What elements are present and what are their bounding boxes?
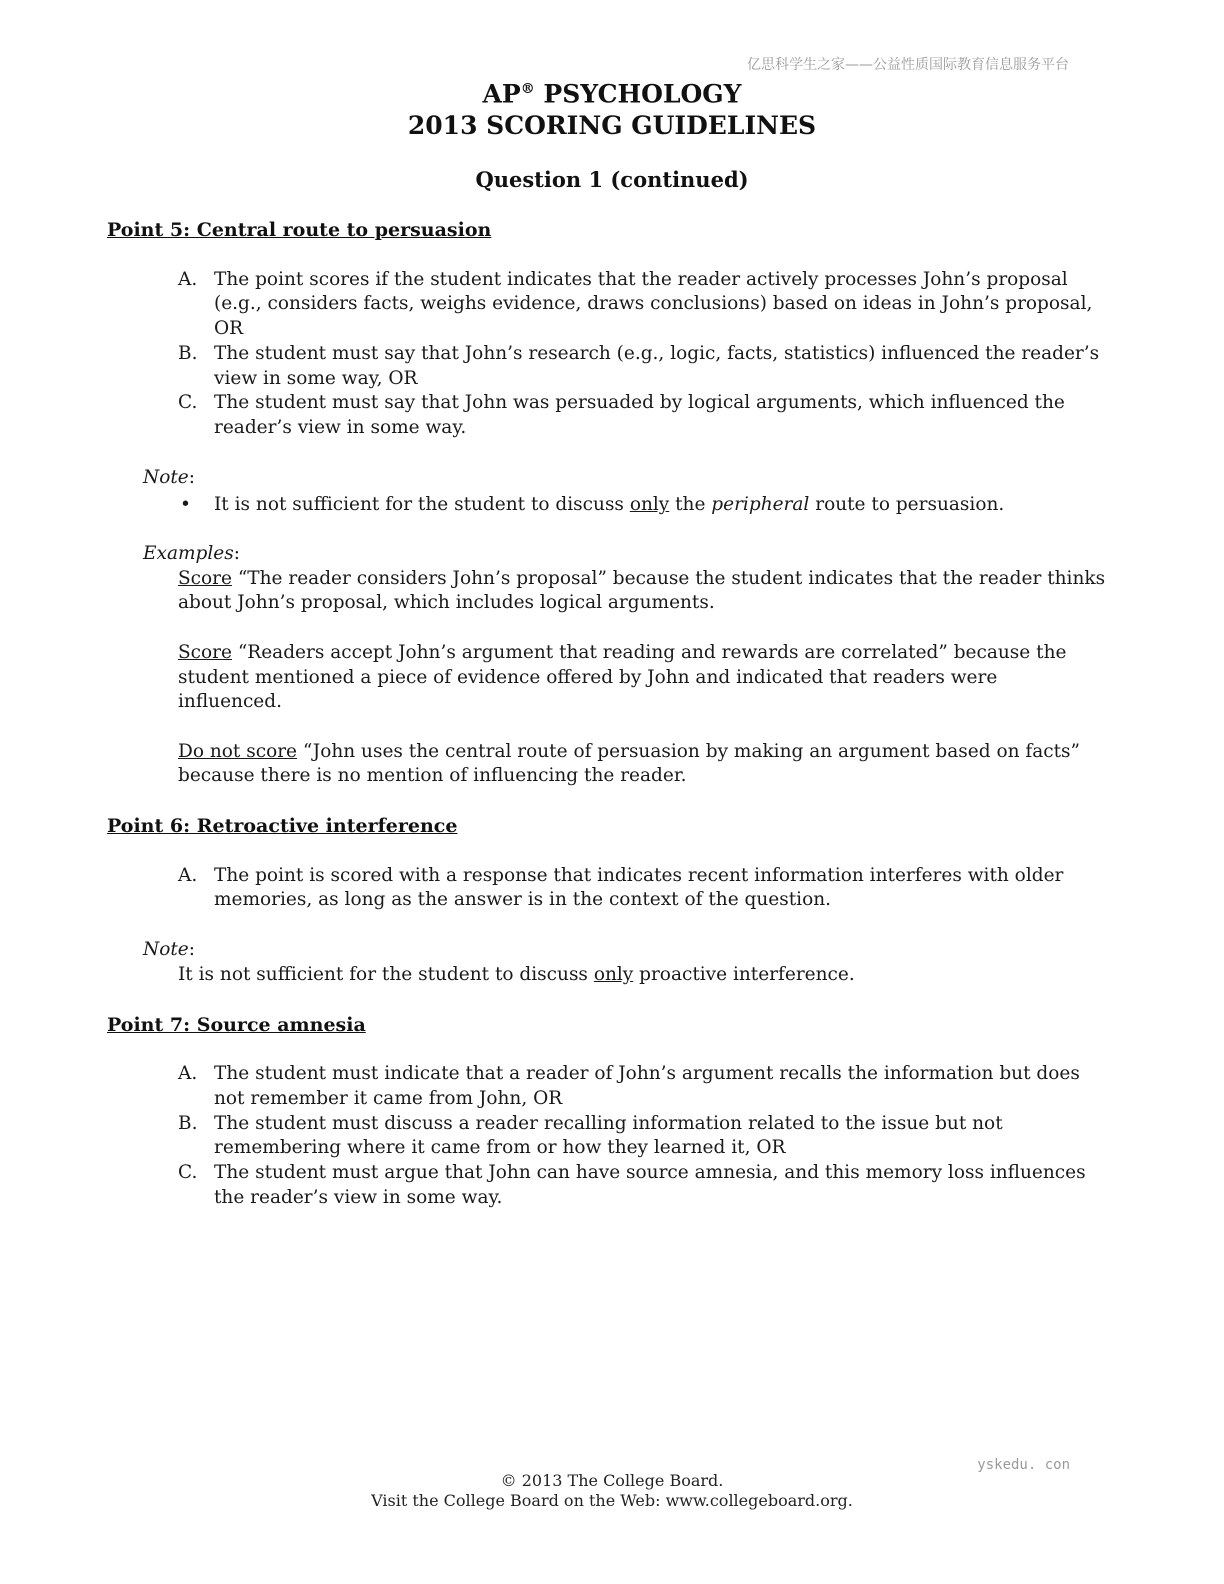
list-item: A. The point scores if the student indicates that the reader actively processes John’s proposal (e.g., considers facts, weighs evidence, draws conclusions) based on ideas in John’s proposal, OR	[178, 268, 1093, 340]
example-item: Score “The reader considers John’s proposal” because the student indicates that the reader thinks about John’s proposal, which includes logical arguments.	[178, 567, 1106, 614]
list-item: B. The student must discuss a reader recalling information related to the issue but not remembering where it came from or how they learned it, OR	[178, 1112, 1003, 1159]
list-item: C. The student must say that John was persuaded by logical arguments, which influenced the reader’s view in some way.	[178, 392, 1065, 438]
point6-criteria-list	[107, 864, 1107, 913]
list-item: A. The point is scored with a response that indicates recent information interferes with older memories, as long as the answer is in the context of the question.	[178, 864, 1064, 911]
point5-heading: Point 5: Central route to persuasion	[107, 219, 492, 241]
point7-criteria-list	[107, 1062, 1107, 1210]
list-item: B. The student must say that John’s research (e.g., logic, facts, statistics) influenced the reader’s view in some way, OR	[178, 342, 1100, 389]
example-item: Score “Readers accept John’s argument that reading and rewards are correlated” because the student mentioned a piece of evidence offered by John and indicated that readers were influenced.	[178, 641, 1067, 713]
point5-note-list	[107, 493, 1107, 518]
title-line-1: AP® PSYCHOLOGY	[482, 79, 742, 109]
point6-note-label: Note:	[143, 939, 195, 961]
list-item: • It is not sufficient for the student to discuss only the peripheral route to persuasion.	[180, 494, 1005, 516]
copyright-line: © 2013 The College Board.	[500, 1471, 724, 1490]
website-line: Visit the College Board on the Web: www.collegeboard.org.	[371, 1491, 853, 1510]
watermark-bottom: yskedu. con	[977, 1457, 1070, 1473]
list-item: A. The student must indicate that a reader of John’s argument recalls the information but does not remember it came from John, OR	[178, 1063, 1080, 1109]
question-title: Question 1 (continued)	[475, 167, 749, 192]
example-item: Do not score “John uses the central route of persuasion by making an argument based on facts” because there is no mention of influencing the reader.	[178, 740, 1081, 787]
point5-note-label: Note:	[143, 466, 195, 488]
point6-heading: Point 6: Retroactive interference	[107, 815, 458, 838]
page-footer	[0, 1471, 1224, 1511]
list-item: C. The student must argue that John can have source amnesia, and this memory loss influences the reader’s view in some way.	[178, 1162, 1086, 1208]
point6-note-text: It is not sufficient for the student to discuss only proactive interference.	[178, 963, 855, 985]
title-line-2: 2013 SCORING GUIDELINES	[407, 111, 817, 141]
watermark-top: 亿思科学生之家——公益性质国际教育信息服务平台	[747, 57, 1069, 73]
document-body	[107, 218, 1107, 1210]
point5-examples-label: Examples:	[143, 543, 240, 565]
document-header	[0, 73, 1224, 142]
point5-criteria-list	[107, 268, 1107, 441]
point7-heading: Point 7: Source amnesia	[107, 1013, 366, 1036]
